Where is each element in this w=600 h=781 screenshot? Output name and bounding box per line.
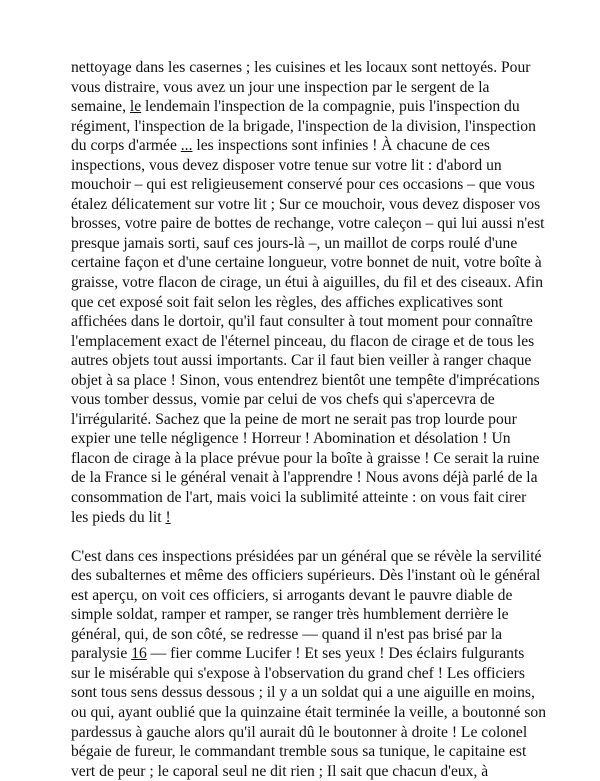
text-line: général, qui, de son côté, se redresse — quand il n'est pas brisé par la xyxy=(71,625,503,643)
text-line: simple soldat, ramper et ramper, se ranger très humblement derrière le xyxy=(71,606,509,624)
text-line: flacon de cirage à la place prévue pour la boîte à graisse ! Ce serait la ruine xyxy=(71,449,540,467)
text-line: des subalternes et même des officiers supérieurs. Dès l'instant où le général xyxy=(71,567,541,585)
text-line: bégaie de fureur, le commandant tremble sous sa tunique, le capitaine est xyxy=(71,743,527,761)
text-line: presque jamais sorti, sauf ces jours-là –, un maillot de corps roulé d'une xyxy=(71,234,518,252)
text-segment: lendemain l'inspection de la compagnie, puis l'inspection du xyxy=(141,98,520,116)
text-line: vous distraire, vous avez un jour une inspection par le sergent de la xyxy=(71,78,490,96)
footnote-link[interactable]: ... xyxy=(180,137,193,155)
text-segment: semaine, xyxy=(71,98,130,116)
text-segment: paralysie xyxy=(71,645,132,663)
text-line: brosses, votre paire de bottes de rechange, votre caleçon – qui lui aussi n'est xyxy=(71,215,545,233)
text-line: régiment, l'inspection de la brigade, l'inspection de la division, l'inspection xyxy=(71,117,536,135)
text-line: consommation de l'art, mais voici la sublimité atteinte : on vous fait cirer xyxy=(71,489,527,507)
text-line: objet à sa place ! Sinon, vous entendrez bientôt une tempête d'imprécations xyxy=(71,371,540,389)
text-line: l'irrégularité. Sachez que la peine de mort ne serait pas trop lourde pour xyxy=(71,410,517,428)
text-line: certaine façon et d'une certaine longueur, votre bonnet de nuit, votre boîte à xyxy=(71,254,542,272)
paragraph-1 xyxy=(71,58,545,527)
text-line xyxy=(71,97,541,117)
text-line: pardessus à gauche alors qu'il aurait dû le boutonner à droite ! Le colonel xyxy=(71,723,528,741)
footnote-link[interactable]: 16 xyxy=(131,645,147,663)
text-segment: les pieds du lit xyxy=(71,508,166,526)
text-line: C'est dans ces inspections présidées par un général que se révèle la servilité xyxy=(71,547,542,565)
text-line: ou qui, ayant oublié que la quinzaine était terminée la veille, a boutonné son xyxy=(71,704,547,721)
text-line: que cet exposé soit fait selon les règles, des affiches explicatives sont xyxy=(71,293,503,311)
footnote-link[interactable]: ! xyxy=(165,508,171,526)
text-line xyxy=(71,508,541,528)
text-line: vous tomber dessus, vomie par celui de vos chefs qui s'apercevra de xyxy=(71,391,495,409)
text-segment: les inspections sont infinies ! À chacune de ces xyxy=(192,137,490,155)
text-line: sur le misérable qui s'expose à l'observation du grand chef ! Les officiers xyxy=(71,664,525,682)
document-page xyxy=(71,58,547,781)
text-line: est aperçu, on voit ces officiers, si arrogants devant le pauvre diable de xyxy=(71,586,513,604)
text-line: affichées dans le dortoir, qu'il faut consulter à tout moment pour connaître xyxy=(71,313,533,331)
text-segment: du corps d'armée xyxy=(71,137,181,155)
text-line: sont tous sens dessus dessous ; il y a un soldat qui a une aiguille en moins, xyxy=(71,684,535,702)
footnote-link[interactable]: le xyxy=(129,98,142,116)
paragraph-2 xyxy=(71,547,547,781)
text-line: l'emplacement exact de l'éternel pinceau, du flacon de cirage et de tous les xyxy=(71,332,535,350)
text-line: vert de peur ; le caporal seul ne dit rien ; Il sait que chacun d'eux, à xyxy=(71,762,489,780)
text-line: autres objets tout aussi importants. Car il faut bien veiller à ranger chaque xyxy=(71,352,532,370)
text-line xyxy=(71,136,541,156)
text-line: mouchoir – qui est religieusement conservé pour ces occasions – que vous xyxy=(71,176,535,194)
text-line xyxy=(71,644,541,664)
text-line: nettoyage dans les casernes ; les cuisines et les locaux sont nettoyés. Pour xyxy=(71,59,531,76)
text-line: inspections, vous devez disposer votre tenue sur votre lit : d'abord un xyxy=(71,156,502,174)
text-line: graisse, votre flacon de cirage, un étui à aiguilles, du fil et des ciseaux. Afin xyxy=(71,274,543,292)
text-line: expier une telle négligence ! Horreur ! Abomination et désolation ! Un xyxy=(71,430,511,448)
text-segment: — fier comme Lucifer ! Et ses yeux ! Des éclairs fulgurants xyxy=(146,645,525,663)
text-line: de la France si le général venait à l'apprendre ! Nous avons déjà parlé de la xyxy=(71,469,538,487)
text-line: étalez délicatement sur votre lit ; Sur ce mouchoir, vous devez disposer vos xyxy=(71,195,541,213)
